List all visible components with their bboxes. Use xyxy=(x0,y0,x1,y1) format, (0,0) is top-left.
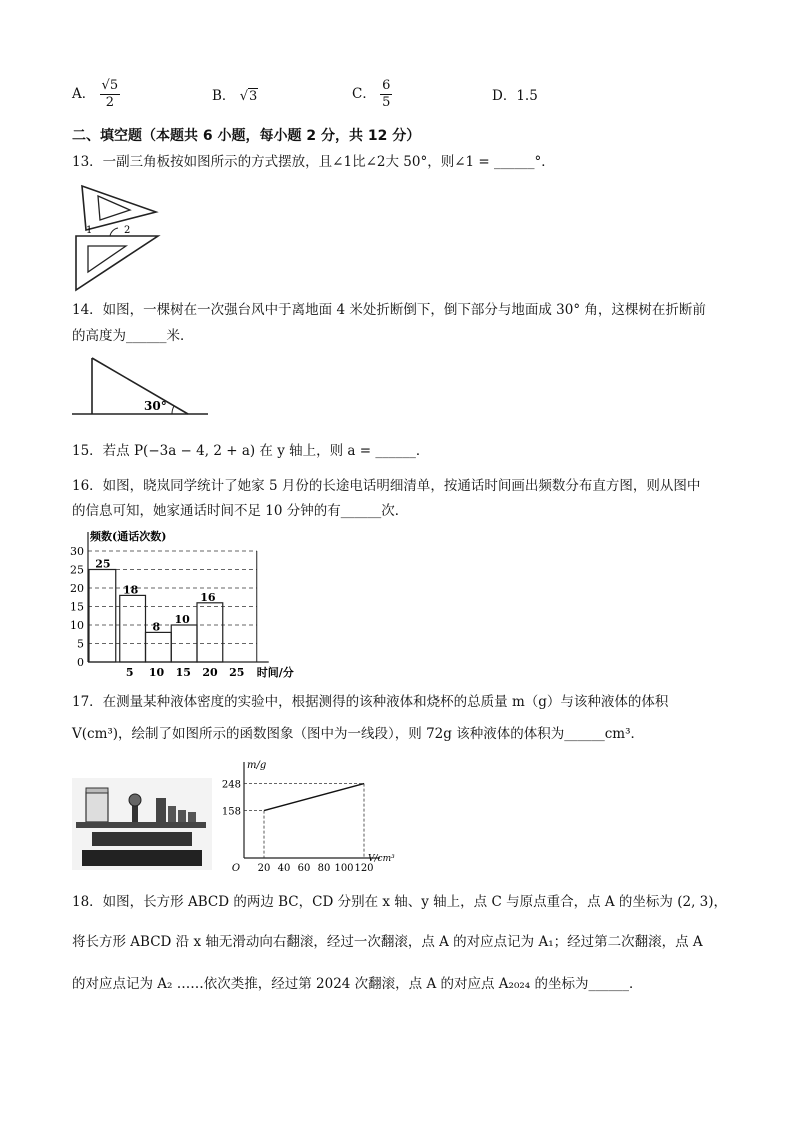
q16-line1: 16．如图，晓岚同学统计了她家 5 月份的长途电话明细清单，按通话时间画出频数分布直方图，则从图中 xyxy=(72,478,701,494)
bar-value-label: 8 xyxy=(152,620,161,634)
bar-value-label: 25 xyxy=(95,557,111,571)
x-axis-title: 时间/分 xyxy=(256,666,294,679)
option-d: D．1.5 xyxy=(492,88,538,104)
x-tick-label: 80 xyxy=(317,863,331,874)
y-axis-title: m/g xyxy=(247,760,267,771)
y-tick-label: 25 xyxy=(70,563,84,577)
histogram-bar xyxy=(89,570,116,663)
option-b xyxy=(212,86,258,107)
broken-tree-figure xyxy=(72,356,212,420)
triangle-rulers-figure xyxy=(72,182,164,294)
q18-line2: 将长方形 ABCD 沿 x 轴无滑动向右翻滚，经过一次翻滚，点 A 的对应点记为 A₁；经过第二次翻滚，点 A xyxy=(72,934,703,950)
x-tick-label: 25 xyxy=(229,666,245,679)
option-c-fraction xyxy=(380,78,392,111)
q17-line2: V(cm³)，绘制了如图所示的函数图象（图中为一线段），则 72g 该种液体的体积为______cm³． xyxy=(72,726,644,742)
y-tick-label: 30 xyxy=(70,545,84,558)
bar-value-label: 16 xyxy=(200,590,216,604)
x-tick-label: 20 xyxy=(257,863,271,874)
y-axis-title: 频数(通话次数) xyxy=(90,530,167,543)
option-b-value: √3 xyxy=(239,89,258,104)
option-c-numerator: 6 xyxy=(382,78,391,93)
q14-line2: 的高度为______米． xyxy=(72,328,194,344)
option-a-fraction xyxy=(100,78,121,111)
angle-2-label: 2 xyxy=(124,225,131,236)
histogram-chart xyxy=(68,526,294,682)
histogram-bar xyxy=(197,603,223,662)
y-tick-label: 158 xyxy=(221,806,241,818)
x-tick-label: 10 xyxy=(148,666,165,679)
y-tick-label: 248 xyxy=(221,779,241,791)
balance-scale-illustration xyxy=(72,778,212,870)
x-tick-label: 15 xyxy=(175,666,191,679)
section-title: 二、填空题（本题共 6 小题，每小题 2 分，共 12 分） xyxy=(72,128,421,144)
y-tick-label: 10 xyxy=(70,619,84,632)
x-tick-label: 5 xyxy=(125,666,134,679)
mass-volume-chart xyxy=(218,758,398,874)
q15-text: 15．若点 P(−3a − 4, 2 + a) 在 y 轴上，则 a = ______． xyxy=(72,443,430,459)
bar-value-label: 18 xyxy=(122,583,139,597)
x-tick-label: 120 xyxy=(354,863,374,874)
y-tick-label: 20 xyxy=(70,582,84,595)
x-tick-label: O xyxy=(231,863,241,874)
option-b-radicand: 3 xyxy=(249,89,258,104)
histogram-bar xyxy=(120,595,146,662)
option-c-label: C． xyxy=(352,86,376,102)
x-tick-label: 40 xyxy=(277,863,291,874)
y-tick-label: 15 xyxy=(70,600,84,614)
histogram-bar xyxy=(146,632,172,662)
y-tick-label: 0 xyxy=(77,656,84,669)
data-segment xyxy=(264,784,364,811)
option-a-label: A． xyxy=(72,86,96,102)
bar-value-label: 10 xyxy=(174,613,190,626)
q17-line1: 17．在测量某种液体密度的实验中，根据测得的该种液体和烧杯的总质量 m（g）与该种液体的体积 xyxy=(72,694,669,710)
x-axis-title: V/cm³ xyxy=(368,854,395,864)
option-a-numerator: 5 xyxy=(109,78,119,93)
q16-line2: 的信息可知，她家通话时间不足 10 分钟的有______次． xyxy=(72,503,409,519)
q18-line1: 18．如图，长方形 ABCD 的两边 BC，CD 分别在 x 轴、y 轴上，点 C 与原点重合，点 A 的坐标为 (2, 3)， xyxy=(72,894,728,910)
sqrt-sign: √ xyxy=(101,78,110,93)
option-a-denominator: 2 xyxy=(105,95,114,110)
x-tick-label: 100 xyxy=(334,863,354,874)
x-tick-label: 60 xyxy=(297,863,311,874)
option-b-label: B． xyxy=(212,88,236,104)
x-tick-label: 20 xyxy=(202,666,218,679)
angle-1-label: 1 xyxy=(86,225,93,236)
option-c-denominator: 5 xyxy=(382,95,391,110)
angle-30-label: 30° xyxy=(144,399,167,413)
y-tick-label: 5 xyxy=(77,637,84,651)
option-c xyxy=(352,78,392,111)
q13-text: 13．一副三角板按如图所示的方式摆放，且∠1比∠2大 50°，则∠1 = ______°． xyxy=(72,154,555,170)
q14-line1: 14．如图，一棵树在一次强台风中于离地面 4 米处折断倒下，倒下部分与地面成 30° 角，这棵树在折断前 xyxy=(72,302,706,318)
option-a xyxy=(72,78,120,111)
q18-line3: 的对应点记为 A₂ ……依次类推，经过第 2024 次翻滚，点 A 的对应点 A₂₀₂₄ 的坐标为______． xyxy=(72,976,643,992)
